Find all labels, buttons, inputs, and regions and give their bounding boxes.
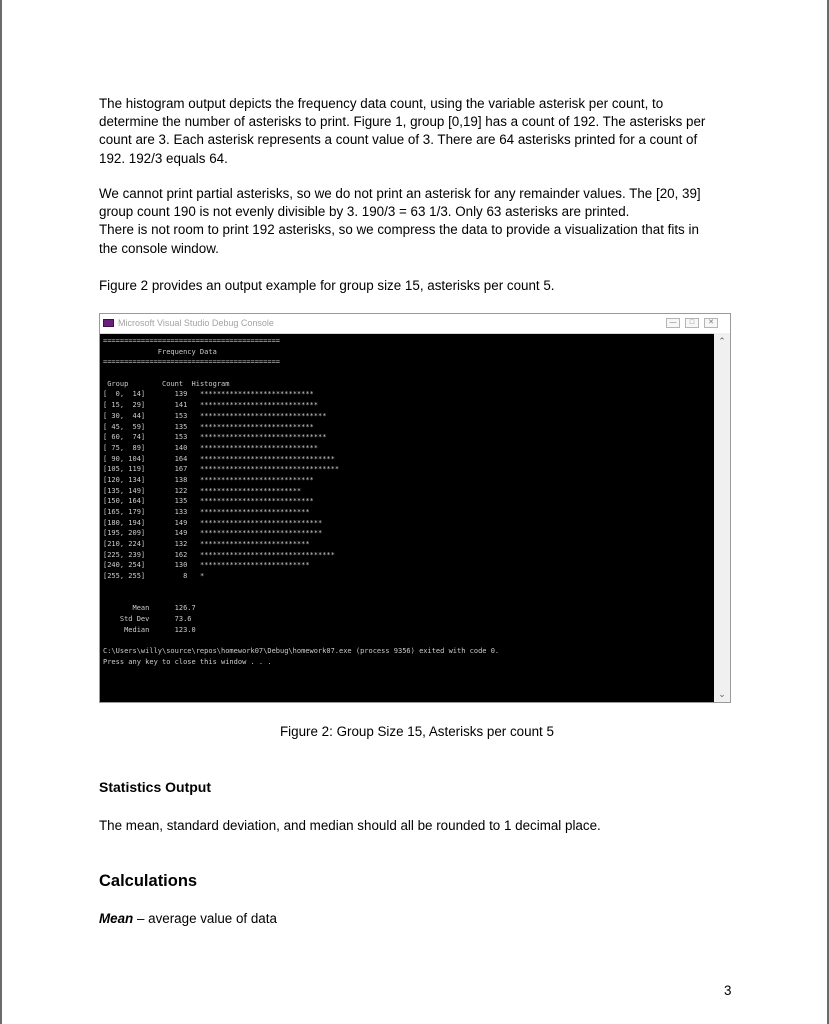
spacer — [187, 465, 200, 473]
row-group: [ 15, 29] — [103, 401, 146, 410]
stat-label: Mean — [103, 604, 150, 613]
spacer — [145, 401, 175, 409]
spacer — [145, 390, 175, 398]
spacer — [149, 604, 174, 612]
text-line: There is not room to print 192 asterisks, so we compress the data to provide a visualization that fits in — [99, 222, 699, 238]
spacer — [149, 626, 174, 634]
stat-row — [103, 625, 711, 636]
spacer — [187, 433, 200, 441]
row-group: [ 75, 89] — [103, 443, 146, 452]
paragraph-statistics — [99, 817, 729, 835]
spacer — [145, 465, 175, 473]
row-histogram: ******************************** — [199, 550, 335, 559]
exit-message: C:\Users\willy\source\repos\homework07\Debug\homework07.exe (process 9356) exited with code 0. — [103, 646, 500, 655]
row-count: 140 — [174, 443, 188, 452]
spacer — [187, 476, 200, 484]
console-output — [103, 336, 711, 700]
row-histogram: * — [199, 572, 205, 581]
spacer — [145, 519, 175, 527]
row-count: 167 — [174, 465, 188, 474]
row-histogram: ************************** — [199, 508, 310, 516]
minimize-button[interactable]: — — [666, 318, 680, 328]
separator-line: ========================================== — [103, 358, 281, 367]
stat-value: 73.6 — [174, 614, 192, 623]
spacer — [187, 561, 200, 569]
column-header-group: Group — [103, 379, 129, 388]
text-line: Figure 2 provides an output example for group size 15, asterisks per count 5. — [99, 278, 555, 293]
stat-value: 126.7 — [174, 604, 196, 613]
histogram-row — [103, 507, 711, 518]
histogram-row — [103, 571, 711, 582]
scroll-up-arrow-icon[interactable]: ⌃ — [718, 336, 726, 346]
histogram-row — [103, 411, 711, 422]
histogram-row — [103, 518, 711, 529]
row-histogram: ******************************** — [199, 454, 335, 463]
histogram-row — [103, 454, 711, 465]
row-histogram: ************************** — [199, 561, 310, 570]
text-line: The mean, standard deviation, and median should all be rounded to 1 decimal place. — [99, 818, 601, 833]
row-histogram: ****************************** — [199, 433, 327, 442]
row-count: 149 — [174, 518, 188, 527]
histogram-row — [103, 464, 711, 475]
spacer — [187, 423, 200, 431]
spacer — [145, 508, 175, 516]
row-group: [255, 255] — [103, 572, 146, 581]
row-histogram: ****************************** — [199, 411, 327, 420]
row-histogram: *************************** — [199, 475, 314, 484]
row-histogram: **************************** — [199, 401, 318, 410]
debug-console-window — [99, 313, 731, 703]
page-number: 3 — [724, 983, 732, 998]
row-group: [ 0, 14] — [103, 390, 146, 399]
blank-line — [103, 582, 711, 593]
text-line: count are 3. Each asterisk represents a count value of 3. There are 64 asterisks printed for a count of — [99, 132, 698, 148]
row-count: 141 — [174, 401, 188, 410]
mean-term: Mean — [99, 911, 134, 926]
text-line: group count 190 is not evenly divisible by 3. 190/3 = 63 1/3. Only 63 asterisks are printed. — [99, 204, 630, 220]
spacer — [145, 487, 175, 495]
spacer — [145, 444, 175, 452]
row-count: 153 — [174, 433, 188, 442]
stat-label: Median — [103, 625, 150, 634]
spacer — [187, 412, 200, 420]
row-group: [210, 224] — [103, 540, 146, 549]
row-group: [225, 239] — [103, 550, 146, 559]
spacer — [149, 615, 174, 623]
statistics-rows — [103, 603, 711, 635]
spacer — [187, 444, 200, 452]
console-scrollbar[interactable] — [714, 333, 730, 702]
row-count: 138 — [174, 475, 188, 484]
row-count: 133 — [174, 508, 188, 516]
spacer — [145, 572, 183, 580]
row-group: [105, 119] — [103, 465, 146, 474]
spacer — [187, 401, 200, 409]
row-group: [150, 164] — [103, 497, 146, 506]
row-group: [ 30, 44] — [103, 411, 146, 420]
histogram-row — [103, 443, 711, 454]
row-histogram: ***************************** — [199, 529, 323, 538]
row-count: 153 — [174, 411, 188, 420]
row-group: [ 45, 59] — [103, 422, 146, 431]
histogram-row — [103, 475, 711, 486]
spacer — [187, 487, 200, 495]
spacer — [187, 572, 200, 580]
text-line: the console window. — [99, 240, 219, 256]
close-button[interactable]: ✕ — [704, 318, 718, 328]
histogram-row — [103, 539, 711, 550]
histogram-row — [103, 400, 711, 411]
spacer — [187, 455, 200, 463]
row-histogram: *************************** — [199, 422, 314, 431]
text-line: The histogram output depicts the frequency data count, using the variable asterisk per count, to — [99, 96, 664, 111]
spacer — [187, 497, 200, 505]
spacer — [145, 497, 175, 505]
row-count: 139 — [174, 390, 188, 399]
histogram-row — [103, 389, 711, 400]
row-count: 149 — [174, 529, 188, 538]
row-count: 130 — [174, 561, 188, 570]
row-histogram: *************************** — [199, 497, 314, 506]
statistics-output-heading: Statistics Output — [99, 779, 212, 795]
row-count: 8 — [183, 572, 188, 581]
spacer — [183, 380, 191, 388]
spacer — [145, 412, 175, 420]
calculations-heading: Calculations — [99, 872, 198, 890]
text-line: 192. 192/3 equals 64. — [99, 150, 228, 166]
histogram-row — [103, 422, 711, 433]
row-count: 132 — [174, 540, 188, 549]
figure-caption: Figure 2: Group Size 15, Asterisks per count 5 — [280, 724, 554, 739]
press-key-message: Press any key to close this window . . . — [103, 657, 272, 666]
spacer — [187, 508, 200, 516]
histogram-rows — [103, 389, 711, 581]
row-group: [ 60, 74] — [103, 433, 146, 442]
spacer — [145, 540, 175, 548]
stat-row — [103, 603, 711, 614]
paragraph-histogram-explanation — [99, 95, 729, 168]
spacer — [145, 529, 175, 537]
spacer — [128, 380, 162, 388]
histogram-row — [103, 560, 711, 571]
paragraph-partial-asterisks — [99, 185, 729, 258]
row-group: [180, 194] — [103, 518, 146, 527]
spacer — [145, 423, 175, 431]
row-histogram: ***************************** — [199, 518, 323, 527]
maximize-button[interactable]: □ — [685, 318, 699, 328]
spacer — [187, 540, 200, 548]
spacer — [145, 455, 175, 463]
spacer — [145, 561, 175, 569]
column-header-count: Count — [162, 379, 184, 388]
row-group: [ 90, 104] — [103, 454, 146, 463]
console-titlebar[interactable] — [100, 314, 730, 334]
text-line: determine the number of asterisks to print. Figure 1, group [0,19] has a count of 192. The asterisks per — [99, 114, 706, 130]
row-group: [120, 134] — [103, 475, 146, 484]
row-histogram: *************************** — [199, 390, 314, 399]
column-header-histogram: Histogram — [191, 379, 230, 388]
blank-line — [103, 368, 711, 379]
row-histogram: ************************** — [199, 540, 310, 549]
row-histogram: **************************** — [199, 443, 318, 452]
console-window-title: Microsoft Visual Studio Debug Console — [118, 318, 274, 328]
histogram-row — [103, 486, 711, 497]
stat-row — [103, 614, 711, 625]
visual-studio-icon — [103, 319, 114, 327]
stat-value: 123.0 — [174, 625, 196, 634]
spacer — [145, 476, 175, 484]
histogram-row — [103, 528, 711, 539]
row-count: 164 — [174, 454, 188, 463]
row-group: [195, 209] — [103, 529, 146, 538]
row-count: 135 — [174, 422, 188, 431]
row-group: [135, 149] — [103, 486, 146, 495]
blank-line — [103, 593, 711, 604]
histogram-row — [103, 496, 711, 507]
spacer — [187, 519, 200, 527]
scroll-down-arrow-icon[interactable]: ⌄ — [718, 689, 726, 699]
row-group: [165, 179] — [103, 508, 146, 516]
histogram-row — [103, 432, 711, 443]
separator-line: ========================================== — [103, 337, 281, 345]
spacer — [187, 529, 200, 537]
row-histogram: ************************ — [199, 486, 302, 495]
column-header-row — [103, 379, 711, 390]
row-count: 135 — [174, 497, 188, 506]
spacer — [187, 390, 200, 398]
paragraph-figure2-intro — [99, 277, 729, 295]
row-count: 162 — [174, 550, 188, 559]
spacer — [145, 433, 175, 441]
blank-line — [103, 635, 711, 646]
spacer — [187, 551, 200, 559]
histogram-row — [103, 550, 711, 561]
page-border-left — [0, 0, 2, 1024]
mean-definition — [99, 911, 277, 926]
stat-label: Std Dev — [103, 614, 150, 623]
row-count: 122 — [174, 486, 188, 495]
row-group: [240, 254] — [103, 561, 146, 570]
row-histogram: ********************************* — [199, 465, 340, 474]
text-line: We cannot print partial asterisks, so we do not print an asterisk for any remainder values. The [20, 39] — [99, 186, 701, 201]
spacer — [145, 551, 175, 559]
frequency-data-heading: Frequency Data — [103, 347, 217, 356]
mean-description: – average value of data — [133, 911, 277, 926]
